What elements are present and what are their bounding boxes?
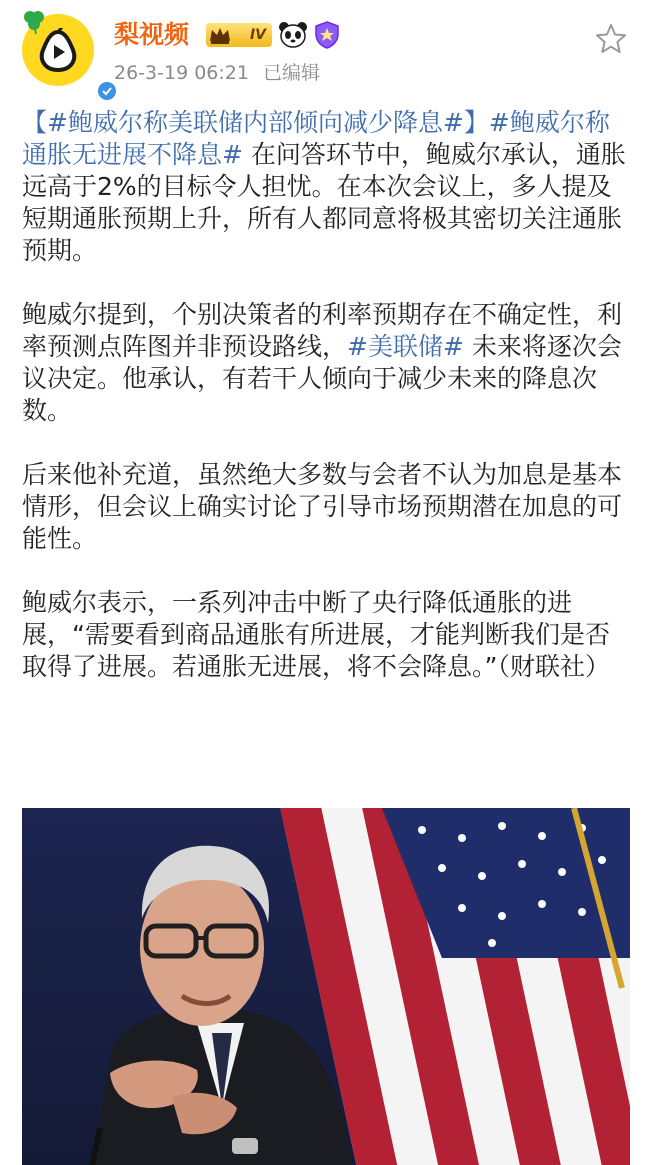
photo-illustration xyxy=(22,808,630,1165)
edited-label[interactable]: 已编辑 xyxy=(262,62,320,84)
topic-link[interactable]: 【#鲍威尔称美联储内部倾向减少降息#】 xyxy=(22,108,489,137)
paragraph-text: 鲍威尔提到，个别决策者的利率预期存在不确定性，利率预测点阵图并非预设路线， xyxy=(22,300,623,361)
post-paragraph-1 xyxy=(22,107,630,267)
post-body xyxy=(22,107,630,715)
shield-badge-icon[interactable] xyxy=(314,21,340,49)
post-paragraph-3 xyxy=(22,459,630,555)
post-header xyxy=(0,0,650,96)
vip-level: IV xyxy=(249,27,266,43)
topic-link[interactable]: #美联储# xyxy=(347,332,464,361)
paragraph-text: 未来将逐次会议决定。他承认，有若干人倾向于减少未来的降息次数。 xyxy=(22,332,622,425)
crown-vip-icon[interactable] xyxy=(206,23,272,47)
post-timestamp: 26-3-19 06:21 xyxy=(114,62,249,84)
post-meta xyxy=(114,60,320,86)
post-photo[interactable] xyxy=(22,808,630,1165)
paragraph-text: 后来他补充道，虽然绝大多数与会者不认为加息是基本情形，但会议上确实讨论了引导市场预期潜在加息的可能性。 xyxy=(22,460,623,553)
user-badges xyxy=(206,20,340,50)
pear-video-logo-icon xyxy=(35,28,81,74)
paragraph-text: 在问答环节中，鲍威尔承认，通胀远高于2%的目标令人担忧。在本次会议上，多人提及短期通胀预期上升，所有人都同意将极其密切关注通胀预期。 xyxy=(22,140,626,265)
post-paragraph-4 xyxy=(22,587,630,683)
topic-link[interactable]: #鲍威尔称通胀无进展不降息# xyxy=(22,108,610,169)
post-paragraph-2 xyxy=(22,299,630,427)
panda-badge-icon[interactable] xyxy=(278,21,308,49)
avatar[interactable] xyxy=(22,14,94,86)
paragraph-text: 鲍威尔表示，一系列冲击中断了央行降低通胀的进展，“需要看到商品通胀有所进展，才能判断我们是否取得了进展。若通胀无进展，将不会降息。”（财联社） xyxy=(22,588,610,681)
username[interactable]: 梨视频 xyxy=(114,20,190,49)
star-outline-icon[interactable] xyxy=(594,22,628,56)
